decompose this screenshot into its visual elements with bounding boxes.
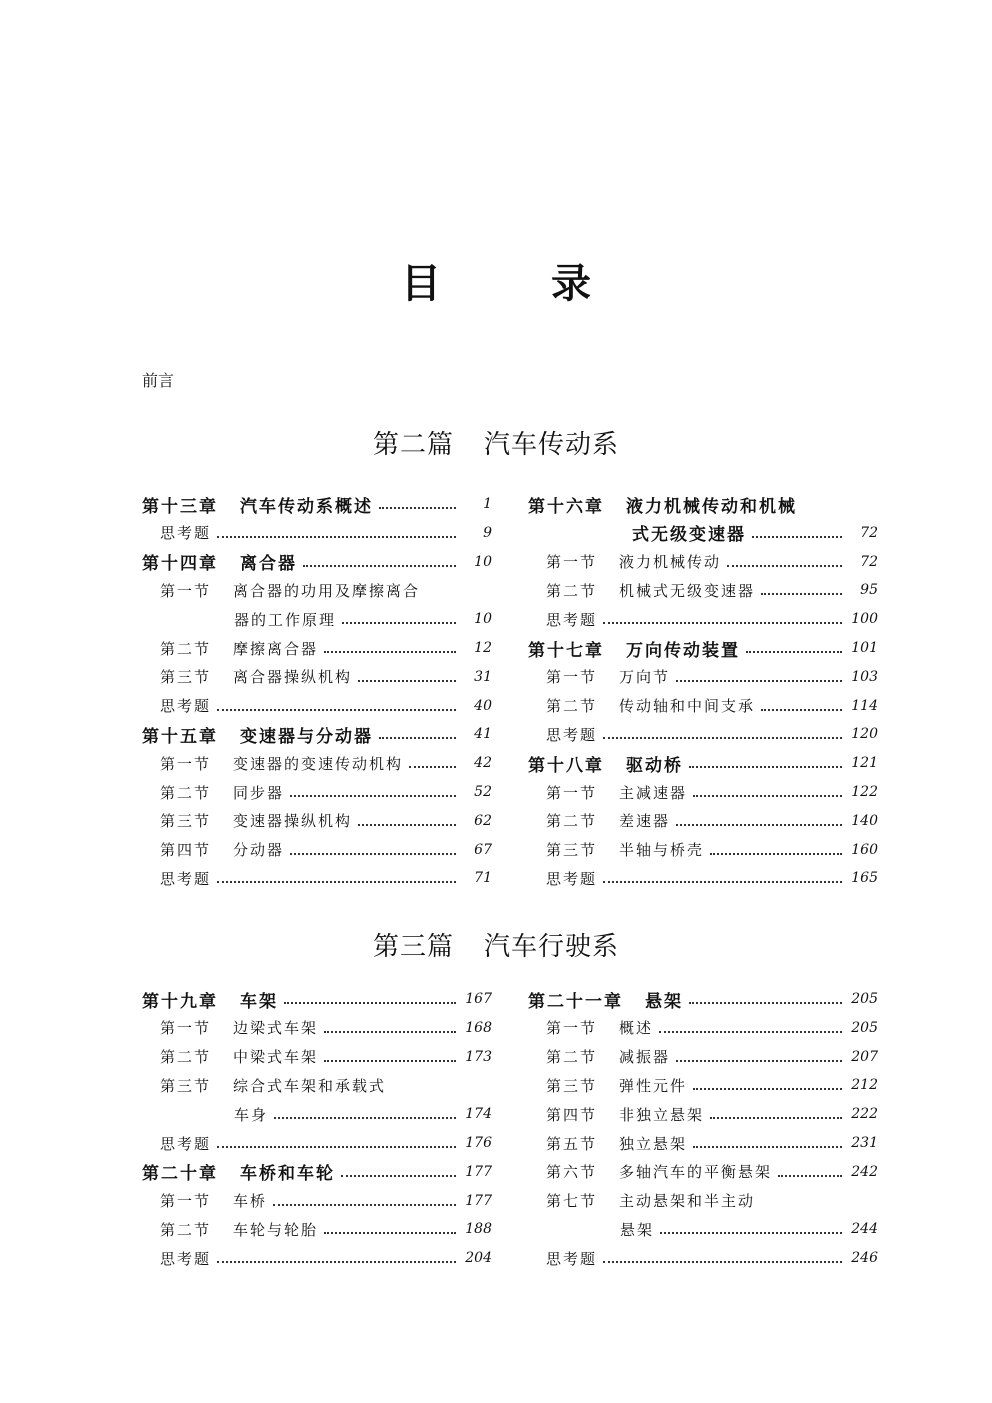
toc-entry-label: 思考题: [160, 524, 212, 543]
toc-entry-label: 第十三章: [142, 496, 218, 517]
toc-entry-page: 205: [851, 1019, 878, 1036]
toc-entry-title: 综合式车架和承载式: [233, 1076, 387, 1095]
toc-entry-title: 主减速器: [619, 783, 688, 802]
toc-entry-page: 9: [483, 524, 492, 541]
toc-entry-section[interactable]: [142, 577, 492, 603]
toc-entry-page: 31: [474, 668, 492, 685]
toc-entry-review[interactable]: [528, 606, 878, 632]
leader-dots: [273, 1204, 456, 1206]
toc-entry-page: 165: [851, 870, 878, 887]
toc-entry-title: 驱动桥: [626, 755, 683, 776]
toc-entry-label: 思考题: [160, 869, 212, 888]
toc-entry-title: 主动悬架和半主动: [619, 1192, 756, 1211]
leader-dots: [676, 1060, 842, 1062]
leader-dots: [284, 1002, 456, 1004]
toc-entry-label: 第二节: [160, 783, 212, 802]
toc-entry-label: 思考题: [546, 610, 598, 629]
toc-entry-label: 第二节: [160, 639, 212, 658]
toc-entry-page: 173: [465, 1048, 492, 1065]
toc-entry-page: 52: [474, 784, 492, 800]
toc-entry-label: 第四节: [160, 841, 212, 860]
toc-entry-title: 离合器: [240, 554, 297, 575]
leader-dots: [274, 1117, 456, 1119]
toc-entry-label: 第一节: [546, 1019, 598, 1038]
leader-dots: [761, 593, 842, 595]
toc-entry-title: 差速器: [619, 812, 671, 831]
toc-entry-page: 205: [851, 991, 878, 1007]
toc-entry-title: 变速器操纵机构: [233, 812, 353, 831]
toc-entry-title: 摩擦离合器: [233, 639, 319, 658]
toc-entry-section[interactable]: [528, 1044, 878, 1070]
toc-entry-title: 液力机械传动: [619, 553, 722, 572]
toc-entry-title: 概述: [619, 1019, 654, 1038]
toc-entry-section[interactable]: [142, 1015, 492, 1041]
toc-entry-label: 第四节: [546, 1105, 598, 1124]
toc-entry-page: 244: [851, 1221, 878, 1238]
toc-entry-label: 第十四章: [142, 554, 218, 575]
toc-entry-title: 悬架: [620, 1220, 655, 1239]
toc-entry-title: 变速器与分动器: [240, 726, 373, 747]
toc-entry-review[interactable]: [142, 520, 492, 546]
leader-dots: [778, 1175, 842, 1177]
toc-entry-chapter[interactable]: [528, 750, 878, 776]
toc-entry-label: 第三节: [160, 812, 212, 831]
page-title-char-1: 目: [401, 261, 441, 307]
toc-entry-title: 液力机械传动和机械: [626, 496, 797, 517]
toc-entry-section[interactable]: [528, 549, 878, 575]
page-title-char-2: 录: [551, 261, 591, 307]
toc-entry-label: 第十六章: [528, 496, 604, 517]
leader-dots: [324, 1060, 456, 1062]
leader-dots: [379, 737, 456, 739]
toc-entry-page: 72: [860, 553, 878, 570]
toc-entry-page: 246: [851, 1250, 878, 1267]
leader-dots: [290, 795, 456, 797]
toc-entry-title: 车架: [240, 991, 278, 1012]
toc-entry-label: 第二节: [546, 697, 598, 716]
toc-entry-section[interactable]: [528, 808, 878, 834]
toc-entry-page: 176: [465, 1135, 492, 1151]
part3-name: 汽车行驶系: [484, 932, 620, 962]
toc-entry-label: 第一节: [160, 754, 212, 773]
toc-entry-label: 第三节: [546, 841, 598, 860]
toc-entry-page: 95: [860, 582, 878, 599]
toc-entry-label: 思考题: [546, 725, 598, 744]
toc-entry-title: 离合器的功用及摩擦离合: [233, 581, 421, 600]
toc-entry-page: 207: [851, 1048, 878, 1065]
toc-entry-section[interactable]: [142, 837, 492, 863]
leader-dots: [303, 565, 456, 567]
toc-entry-page: 231: [851, 1135, 878, 1151]
leader-dots: [727, 565, 842, 567]
toc-entry-title: 车桥: [233, 1192, 268, 1211]
leader-dots: [217, 1261, 456, 1263]
page-title: [0, 262, 992, 306]
toc-entry-title: 车身: [234, 1105, 269, 1124]
leader-dots: [217, 1146, 456, 1148]
toc-entry-title: 半轴与桥壳: [619, 841, 705, 860]
toc-entry-label: 第一节: [546, 553, 598, 572]
leader-dots: [693, 1088, 842, 1090]
toc-entry-page: 10: [474, 553, 492, 570]
toc-entry-page: 114: [851, 697, 878, 714]
toc-entry-section[interactable]: [528, 1101, 878, 1127]
toc-entry-page: 160: [851, 841, 878, 858]
toc-entry-page: 40: [474, 697, 492, 714]
toc-entry-label: 第七节: [546, 1192, 598, 1211]
toc-entry-page: 222: [851, 1106, 878, 1123]
part2-name: 汽车传动系: [484, 430, 620, 460]
part3-heading: [0, 926, 992, 963]
leader-dots: [660, 1232, 842, 1234]
leader-dots: [324, 1031, 456, 1033]
toc-entry-section[interactable]: [142, 1188, 492, 1214]
toc-entry-section[interactable]: [528, 693, 878, 719]
leader-dots: [324, 651, 456, 653]
toc-entry-page: 177: [465, 1192, 492, 1209]
leader-dots: [217, 881, 456, 883]
toc-entry-page: 42: [474, 755, 492, 772]
toc-entry-title: 边梁式车架: [233, 1019, 319, 1038]
toc-entry-section[interactable]: [528, 1130, 878, 1156]
toc-entry-page: 10: [474, 611, 492, 628]
toc-entry-chapter[interactable]: [142, 549, 492, 575]
leader-dots: [689, 766, 842, 768]
leader-dots: [379, 507, 456, 509]
toc-entry-section[interactable]: [528, 837, 878, 863]
toc-entry-label: 第十五章: [142, 726, 218, 747]
toc-entry-review[interactable]: [528, 865, 878, 891]
leader-dots: [689, 1002, 842, 1004]
toc-entry-label: 第一节: [546, 783, 598, 802]
toc-entry-page: 121: [851, 755, 878, 772]
leader-dots: [710, 1117, 842, 1119]
part2-label: 第二篇: [372, 430, 454, 460]
toc-entry-review[interactable]: [528, 1245, 878, 1271]
toc-entry-chapcont[interactable]: [528, 520, 878, 546]
toc-entry-page: 168: [465, 1019, 492, 1036]
toc-entry-section[interactable]: [142, 635, 492, 661]
toc-entry-label: 思考题: [160, 697, 212, 716]
toc-entry-section[interactable]: [142, 750, 492, 776]
toc-entry-section[interactable]: [142, 808, 492, 834]
leader-dots: [341, 1175, 456, 1177]
toc-entry-label: 思考题: [546, 869, 598, 888]
toc-entry-label: 第二节: [160, 1220, 212, 1239]
leader-dots: [746, 651, 842, 653]
leader-dots: [342, 622, 456, 624]
toc-entry-section[interactable]: [528, 577, 878, 603]
toc-entry-title: 变速器的变速传动机构: [233, 754, 404, 773]
toc-entry-label: 第六节: [546, 1163, 598, 1182]
toc-entry-label: 第二十一章: [528, 991, 623, 1012]
toc-entry-page: 204: [465, 1250, 492, 1267]
toc-entry-page: 174: [465, 1106, 492, 1123]
toc-entry-label: 第一节: [160, 1192, 212, 1211]
toc-entry-review[interactable]: [142, 1130, 492, 1156]
toc-entry-page: 242: [851, 1163, 878, 1180]
toc-entry-label: 思考题: [546, 1249, 598, 1268]
toc-entry-chapter[interactable]: [142, 986, 492, 1012]
toc-entry-label: 第二节: [546, 581, 598, 600]
toc-entry-title: 万向传动装置: [626, 640, 740, 661]
toc-entry-label: 第一节: [160, 581, 212, 600]
toc-entry-title: 分动器: [233, 841, 285, 860]
leader-dots: [603, 622, 842, 624]
toc-entry-title: 多轴汽车的平衡悬架: [619, 1163, 773, 1182]
toc-entry-section[interactable]: [528, 1159, 878, 1185]
toc-entry-page: 62: [474, 812, 492, 829]
toc-entry-label: 第十八章: [528, 755, 604, 776]
toc-entry-label: 第二节: [546, 812, 598, 831]
toc-entry-label: 第三节: [160, 1076, 212, 1095]
leader-dots: [693, 1146, 842, 1148]
toc-entry-label: 第二十章: [142, 1164, 218, 1185]
toc-entry-cont[interactable]: [528, 1216, 878, 1242]
toc-entry-section[interactable]: [528, 779, 878, 805]
toc-entry-title: 弹性元件: [619, 1076, 688, 1095]
toc-entry-title: 汽车传动系概述: [240, 496, 373, 517]
toc-entry-page: 71: [474, 870, 492, 887]
toc-entry-chapter[interactable]: [528, 635, 878, 661]
toc-entry-label: 第五节: [546, 1134, 598, 1153]
toc-entry-title: 车轮与轮胎: [233, 1220, 319, 1239]
leader-dots: [603, 881, 842, 883]
toc-entry-section[interactable]: [142, 779, 492, 805]
toc-entry-title: 悬架: [645, 991, 683, 1012]
leader-dots: [358, 824, 456, 826]
leader-dots: [676, 824, 842, 826]
leader-dots: [752, 536, 842, 538]
toc-entry-title: 中梁式车架: [233, 1048, 319, 1067]
toc-entry-title: 离合器操纵机构: [233, 668, 353, 687]
toc-entry-page: 120: [851, 726, 878, 743]
toc-entry-label: 第二节: [160, 1048, 212, 1067]
leader-dots: [217, 709, 456, 711]
toc-entry-cont[interactable]: [142, 1101, 492, 1127]
toc-entry-page: 1: [483, 496, 492, 512]
toc-entry-label: 第二节: [546, 1048, 598, 1067]
preface-entry[interactable]: 前言: [142, 371, 175, 390]
toc-entry-page: 103: [851, 668, 878, 685]
leader-dots: [358, 680, 456, 682]
toc-entry-title: 传动轴和中间支承: [619, 697, 756, 716]
toc-entry-review[interactable]: [528, 721, 878, 747]
leader-dots: [217, 536, 456, 538]
leader-dots: [290, 853, 456, 855]
leader-dots: [603, 1261, 842, 1263]
leader-dots: [603, 737, 842, 739]
toc-entry-section[interactable]: [528, 1188, 878, 1214]
toc-entry-section[interactable]: [528, 1072, 878, 1098]
toc-entry-page: 41: [474, 726, 492, 743]
toc-entry-page: 12: [474, 640, 492, 656]
leader-dots: [409, 766, 456, 768]
toc-entry-label: 第三节: [546, 1076, 598, 1095]
toc-entry-chapter[interactable]: [142, 1159, 492, 1185]
part2-heading: [0, 424, 992, 461]
toc-entry-chapter[interactable]: [142, 491, 492, 517]
toc-entry-label: 第三节: [160, 668, 212, 687]
toc-entry-section[interactable]: [142, 664, 492, 690]
toc-entry-page: 101: [851, 640, 878, 656]
toc-entry-section[interactable]: [528, 664, 878, 690]
toc-entry-page: 177: [465, 1163, 492, 1180]
toc-entry-page: 67: [474, 841, 492, 858]
toc-entry-title: 机械式无级变速器: [619, 581, 756, 600]
toc-entry-review[interactable]: [142, 865, 492, 891]
toc-entry-title: 式无级变速器: [632, 525, 746, 546]
toc-entry-page: 188: [465, 1221, 492, 1238]
toc-entry-chapter[interactable]: [528, 986, 878, 1012]
leader-dots: [761, 709, 842, 711]
toc-entry-section[interactable]: [142, 1044, 492, 1070]
toc-entry-page: 167: [465, 991, 492, 1007]
leader-dots: [710, 853, 842, 855]
toc-entry-title: 同步器: [233, 783, 285, 802]
leader-dots: [659, 1031, 842, 1033]
toc-entry-title: 非独立悬架: [619, 1105, 705, 1124]
leader-dots: [693, 795, 842, 797]
toc-entry-title: 万向节: [619, 668, 671, 687]
toc-entry-page: 100: [851, 611, 878, 628]
toc-entry-chapter[interactable]: [142, 721, 492, 747]
toc-entry-section[interactable]: [142, 1072, 492, 1098]
toc-entry-page: 122: [851, 784, 878, 800]
toc-entry-chapter[interactable]: [528, 491, 878, 517]
toc-entry-review[interactable]: [142, 693, 492, 719]
toc-entry-title: 减振器: [619, 1048, 671, 1067]
leader-dots: [676, 680, 842, 682]
toc-entry-title: 独立悬架: [619, 1134, 688, 1153]
toc-entry-page: 72: [860, 524, 878, 541]
toc-entry-label: 第一节: [160, 1019, 212, 1038]
toc-entry-page: 140: [851, 812, 878, 829]
toc-entry-label: 第十七章: [528, 640, 604, 661]
toc-entry-title: 器的工作原理: [234, 610, 337, 629]
toc-entry-section[interactable]: [142, 1216, 492, 1242]
toc-entry-page: 212: [851, 1077, 878, 1094]
toc-entry-cont[interactable]: [142, 606, 492, 632]
toc-entry-label: 思考题: [160, 1134, 212, 1153]
toc-entry-label: 第十九章: [142, 991, 218, 1012]
toc-entry-section[interactable]: [528, 1015, 878, 1041]
toc-entry-title: 车桥和车轮: [240, 1164, 335, 1185]
toc-entry-review[interactable]: [142, 1245, 492, 1271]
leader-dots: [324, 1232, 456, 1234]
toc-entry-label: 第一节: [546, 668, 598, 687]
part3-label: 第三篇: [372, 932, 454, 962]
toc-entry-label: 思考题: [160, 1249, 212, 1268]
